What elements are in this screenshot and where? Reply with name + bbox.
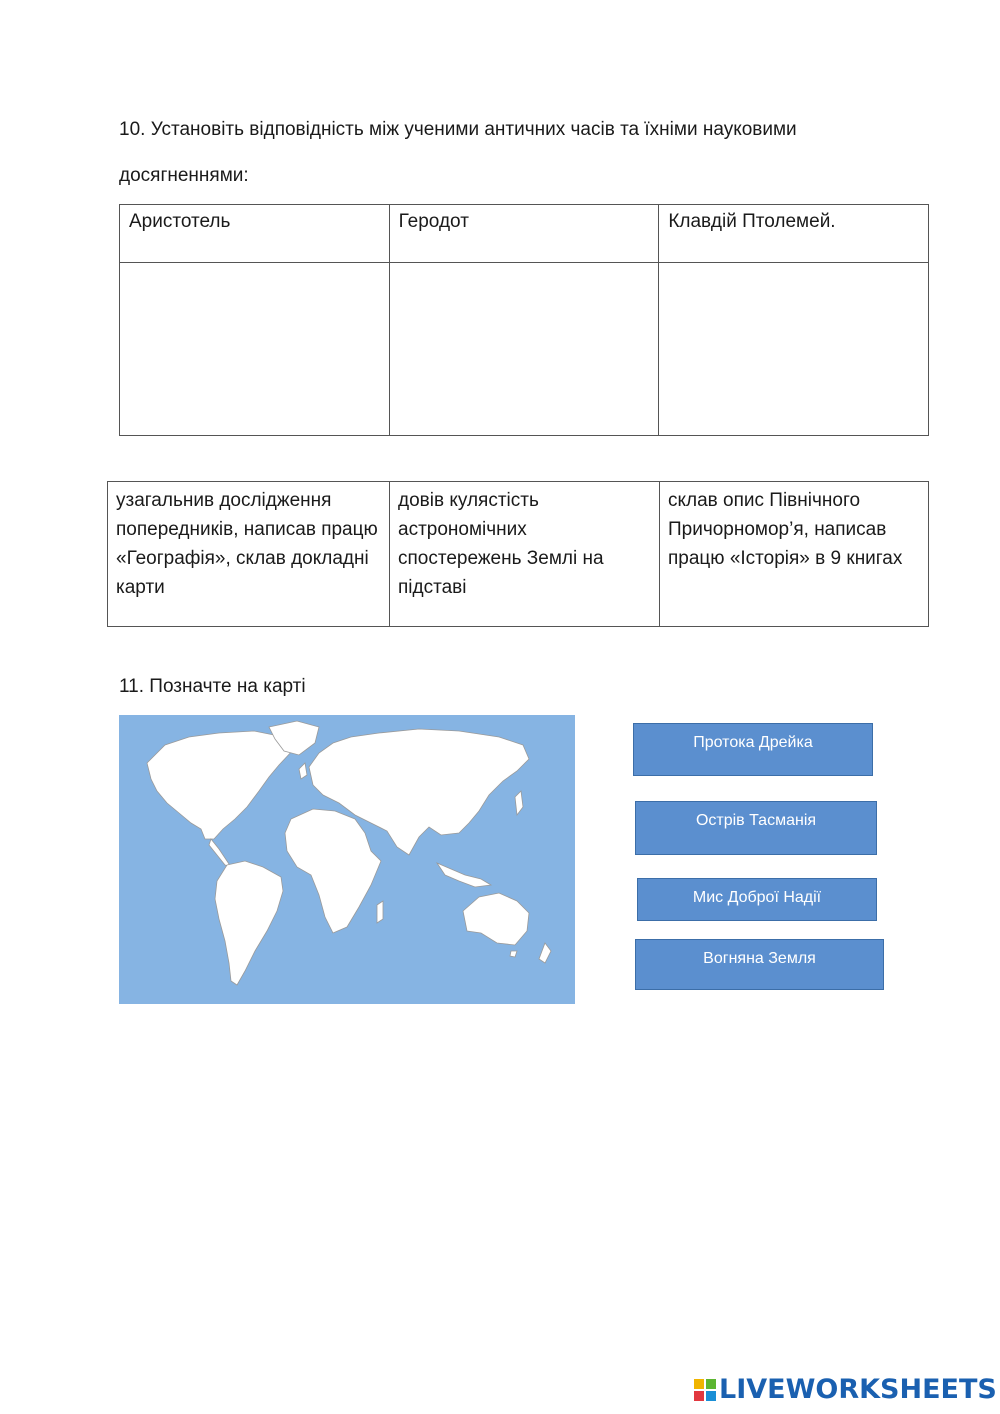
label-cape-of-good-hope[interactable]: Мис Доброї Надії xyxy=(637,878,877,921)
achievement-card[interactable]: довів кулястість астрономічних спостережень Землі на підставі xyxy=(390,482,660,627)
drop-zone-ptolemy[interactable] xyxy=(659,263,929,436)
label-tierra-del-fuego[interactable]: Вогняна Земля xyxy=(635,939,884,990)
madagascar xyxy=(377,901,383,923)
brand-logo-icon xyxy=(694,1379,716,1401)
drop-zone-aristotle[interactable] xyxy=(120,263,390,436)
header-aristotle: Аристотель xyxy=(120,205,390,263)
label-tasmania-island[interactable]: Острів Тасманія xyxy=(635,801,877,855)
achievement-card[interactable]: узагальнив дослідження попередників, написав працю «Географія», склав докладні карти xyxy=(108,482,390,627)
brand-name: LIVEWORKSHEETS xyxy=(719,1374,997,1405)
question-10-text: 10. Установіть відповідність між ученими античних часів та їхніми науковими xyxy=(119,119,797,140)
question-11-text: 11. Позначте на карті xyxy=(119,676,306,697)
label-drake-passage[interactable]: Протока Дрейка xyxy=(633,723,873,776)
achievements-table xyxy=(107,481,929,627)
achievement-card[interactable]: склав опис Північного Причорномор’я, написав працю «Історія» в 9 книгах xyxy=(660,482,929,627)
scientists-table xyxy=(119,204,929,436)
header-ptolemy: Клавдій Птолемей. xyxy=(659,205,929,263)
liveworksheets-brand xyxy=(694,1374,997,1405)
drop-zone-herodotus[interactable] xyxy=(389,263,659,436)
header-herodotus: Геродот xyxy=(389,205,659,263)
world-map[interactable] xyxy=(119,715,575,1004)
question-10-text-cont: досягненнями: xyxy=(119,165,249,186)
